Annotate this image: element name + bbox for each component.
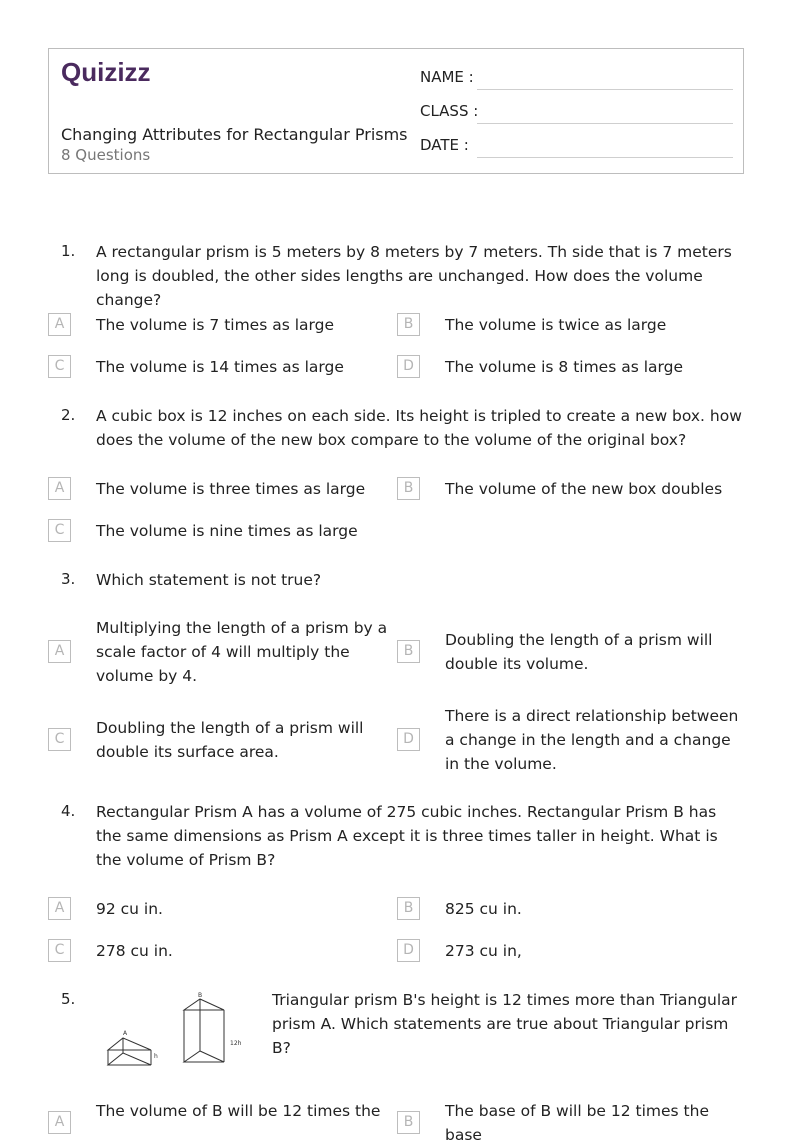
date-label: DATE : [420, 136, 469, 154]
option-b-box[interactable]: B [397, 313, 420, 336]
question-number: 3. [61, 570, 76, 588]
question-number: 1. [61, 242, 76, 260]
prism-a-label: A [123, 1030, 128, 1037]
option-a-text: The volume is three times as large [96, 480, 366, 498]
worksheet-header [48, 48, 744, 174]
option-c-box[interactable]: C [48, 939, 71, 962]
option-b-box[interactable]: B [397, 1111, 420, 1134]
question-text: A cubic box is 12 inches on each side. Its height is tripled to create a new box. how does the volume of the new box compare to the volume of the original box? [96, 407, 742, 449]
option-d-box[interactable]: D [397, 355, 420, 378]
name-field[interactable] [477, 89, 733, 90]
name-label: NAME : [420, 68, 474, 86]
option-b-box[interactable]: B [397, 640, 420, 663]
prism-b-drawing [184, 999, 224, 1062]
question-text: Which statement is not true? [96, 571, 322, 589]
question-text: Rectangular Prism A has a volume of 275 cubic inches. Rectangular Prism B has the same dimensions as Prism A except it is three times taller in height. What is the volume of Prism B? [96, 803, 718, 869]
option-d-text: 273 cu in, [445, 942, 522, 960]
option-a-box[interactable]: A [48, 313, 71, 336]
option-b-box[interactable]: B [397, 897, 420, 920]
option-b-text: The volume is twice as large [445, 316, 667, 334]
question-text: A rectangular prism is 5 meters by 8 meters by 7 meters. Th side that is 7 meters long is doubled, the other sides lengths are unchanged. How does the volume change? [96, 243, 732, 309]
option-b-text: The volume of the new box doubles [445, 480, 723, 498]
option-c-box[interactable]: C [48, 728, 71, 751]
option-c-text: Doubling the length of a prism will double its surface area. [96, 719, 364, 761]
question-number: 2. [61, 406, 76, 424]
option-d-text: The volume is 8 times as large [445, 358, 684, 376]
option-a-text: The volume is 7 times as large [96, 316, 335, 334]
question-text: Triangular prism B's height is 12 times more than Triangular prism A. Which statements are true about Triangular prism B? [272, 991, 738, 1057]
option-b-text: The base of B will be 12 times the base [445, 1102, 709, 1144]
question-count: 8 Questions [61, 146, 151, 164]
prism-a-height-label: h [154, 1053, 158, 1060]
option-c-box[interactable]: C [48, 355, 71, 378]
option-a-box[interactable]: A [48, 640, 71, 663]
class-field[interactable] [477, 123, 733, 124]
prism-b-label: B [198, 992, 203, 999]
option-a-text: Multiplying the length of a prism by a scale factor of 4 will multiply the volume by 4. [96, 619, 388, 685]
prism-a-drawing [108, 1038, 151, 1065]
option-c-box[interactable]: C [48, 519, 71, 542]
option-d-box[interactable]: D [397, 939, 420, 962]
option-a-text: 92 cu in. [96, 900, 163, 918]
worksheet-title: Changing Attributes for Rectangular Prisms [61, 125, 408, 144]
option-c-text: The volume is nine times as large [96, 522, 358, 540]
question-number: 4. [61, 802, 76, 820]
option-c-text: The volume is 14 times as large [96, 358, 344, 376]
option-b-text: Doubling the length of a prism will double its volume. [445, 631, 713, 673]
class-label: CLASS : [420, 102, 479, 120]
option-a-box[interactable]: A [48, 477, 71, 500]
option-a-box[interactable]: A [48, 897, 71, 920]
question-number: 5. [61, 990, 76, 1008]
option-b-box[interactable]: B [397, 477, 420, 500]
option-d-text: There is a direct relationship between a change in the length and a change in the volume. [445, 707, 739, 773]
option-a-box[interactable]: A [48, 1111, 71, 1134]
prism-b-height-label: 12h [230, 1040, 242, 1047]
option-c-text: 278 cu in. [96, 942, 173, 960]
option-a-text: The volume of B will be 12 times the [96, 1102, 381, 1120]
triangular-prisms-figure [96, 990, 251, 1075]
quizizz-logo: Quizizz [61, 57, 151, 87]
option-d-box[interactable]: D [397, 728, 420, 751]
option-b-text: 825 cu in. [445, 900, 522, 918]
date-field[interactable] [477, 157, 733, 158]
